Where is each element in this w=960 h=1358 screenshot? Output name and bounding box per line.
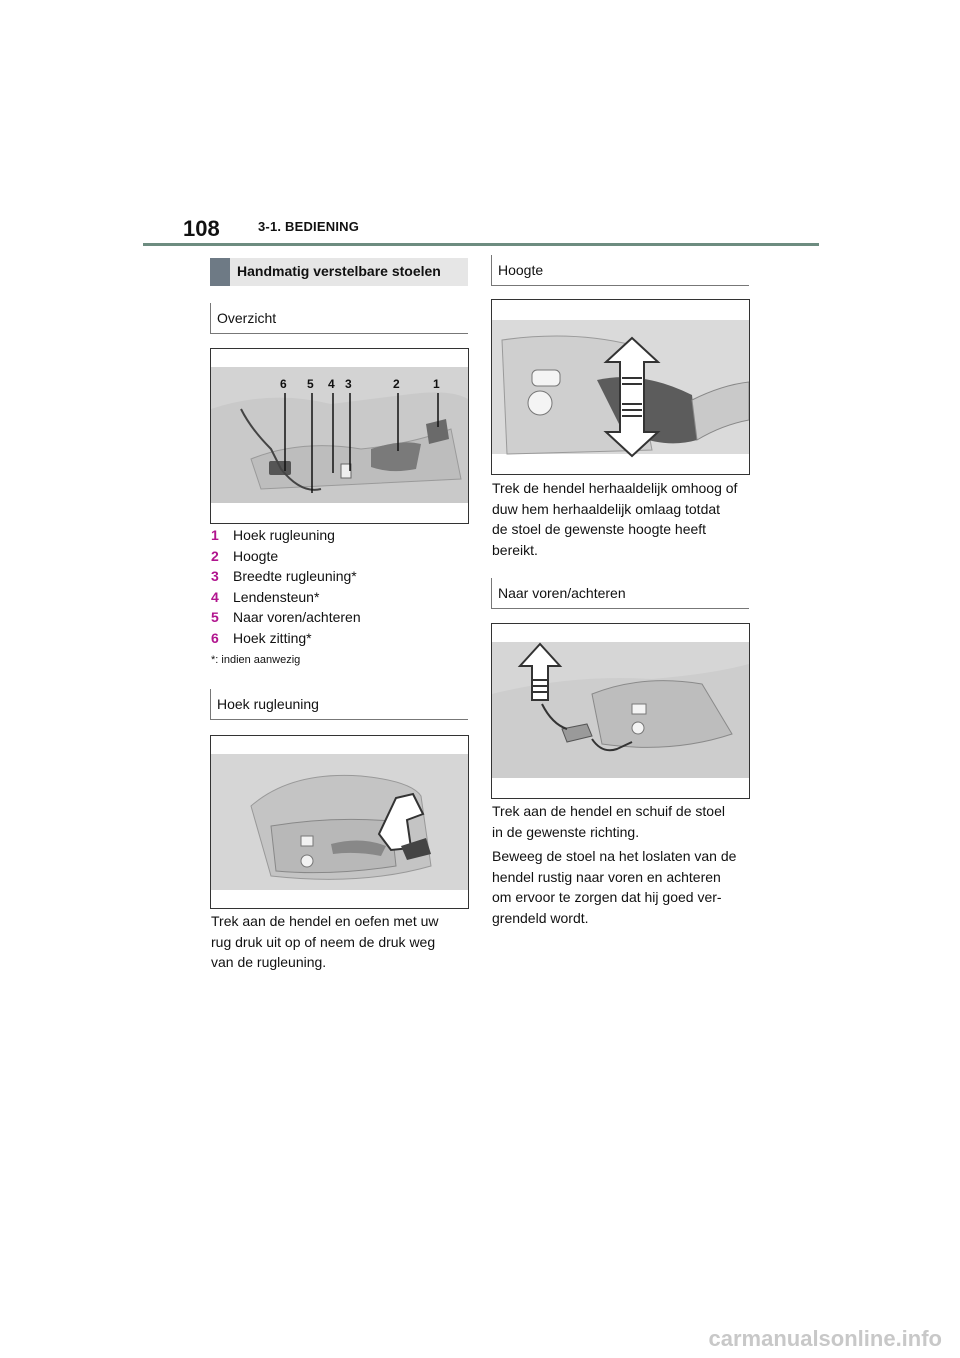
- legend-text: Hoek rugleuning: [233, 527, 335, 543]
- legend-text: Lendensteun*: [233, 588, 320, 605]
- page-number: 108: [183, 216, 220, 241]
- backrest-figure: [210, 735, 469, 909]
- chapter-title: 3-1. BEDIENING: [258, 219, 360, 234]
- legend-num: 5: [211, 609, 219, 625]
- overview-rule: [210, 333, 468, 334]
- backrest-instructions: [211, 911, 439, 973]
- header-divider: [143, 243, 819, 246]
- text-line: Trek aan de hendel en oefen met uw: [211, 913, 439, 929]
- height-illustration: [492, 300, 749, 474]
- watermark: carmanualsonline.info: [708, 1326, 942, 1351]
- legend-item: [211, 607, 361, 628]
- text-line: van de rugleuning.: [211, 954, 327, 970]
- callout-4: 4: [328, 377, 335, 391]
- seat-overview-figure: [210, 348, 469, 524]
- footnote: *: indien aanwezig: [211, 654, 301, 666]
- text-line: bereikt.: [492, 541, 538, 558]
- seat-overview-illustration: [211, 349, 468, 523]
- text-line: Trek aan de hendel en schuif de stoel: [492, 803, 725, 819]
- legend-num: 6: [211, 629, 219, 646]
- callout-3: 3: [345, 377, 352, 391]
- text-line: om ervoor te zorgen dat hij goed ver-: [492, 889, 722, 905]
- text-line: Trek de hendel herhaaldelijk omhoog of: [492, 480, 738, 496]
- text-line: Beweeg de stoel na het loslaten van de: [492, 848, 737, 864]
- text-line: rug druk uit op of neem de druk weg: [211, 933, 436, 950]
- legend-text: Naar voren/achteren: [233, 609, 361, 625]
- legend-item: [211, 587, 361, 608]
- forward-figure: [491, 623, 750, 799]
- callout-5: 5: [307, 377, 314, 391]
- legend-item: [211, 566, 361, 587]
- callout-6: 6: [280, 377, 287, 391]
- text-line: hendel rustig naar voren en achteren: [492, 868, 721, 885]
- legend-text: Hoek zitting*: [233, 629, 312, 646]
- text-line: in de gewenste richting.: [492, 823, 640, 840]
- legend-num: 4: [211, 588, 219, 605]
- forward-instructions-2: [492, 846, 736, 928]
- legend-item: [211, 525, 361, 546]
- height-heading: Hoogte: [491, 255, 543, 285]
- text-line: de stoel de gewenste hoogte heeft: [492, 521, 707, 537]
- forward-rule: [491, 608, 749, 609]
- backrest-heading: Hoek rugleuning: [210, 689, 319, 719]
- backrest-rule: [210, 719, 468, 720]
- callout-2: 2: [393, 377, 400, 391]
- section-title-bar: [210, 258, 468, 286]
- overview-heading: Overzicht: [210, 303, 276, 333]
- legend-num: 1: [211, 527, 219, 543]
- height-instructions: [492, 478, 737, 560]
- height-rule: [491, 285, 749, 286]
- backrest-illustration: [211, 736, 468, 908]
- legend-text: Hoogte: [233, 547, 279, 564]
- legend-text: Breedte rugleuning*: [233, 568, 357, 584]
- forward-instructions-1: [492, 801, 725, 842]
- section-marker: [210, 258, 230, 286]
- legend-item: [211, 546, 361, 567]
- forward-illustration: [492, 624, 749, 798]
- legend-item: [211, 628, 361, 649]
- forward-heading: Naar voren/achteren: [491, 578, 626, 608]
- text-line: grendeld wordt.: [492, 909, 589, 926]
- height-figure: [491, 299, 750, 475]
- legend-list: [211, 525, 361, 648]
- legend-num: 3: [211, 568, 219, 584]
- text-line: duw hem herhaaldelijk omlaag totdat: [492, 500, 721, 517]
- callout-1: 1: [433, 377, 440, 391]
- section-title: Handmatig verstelbare stoelen: [237, 263, 441, 279]
- legend-num: 2: [211, 547, 219, 564]
